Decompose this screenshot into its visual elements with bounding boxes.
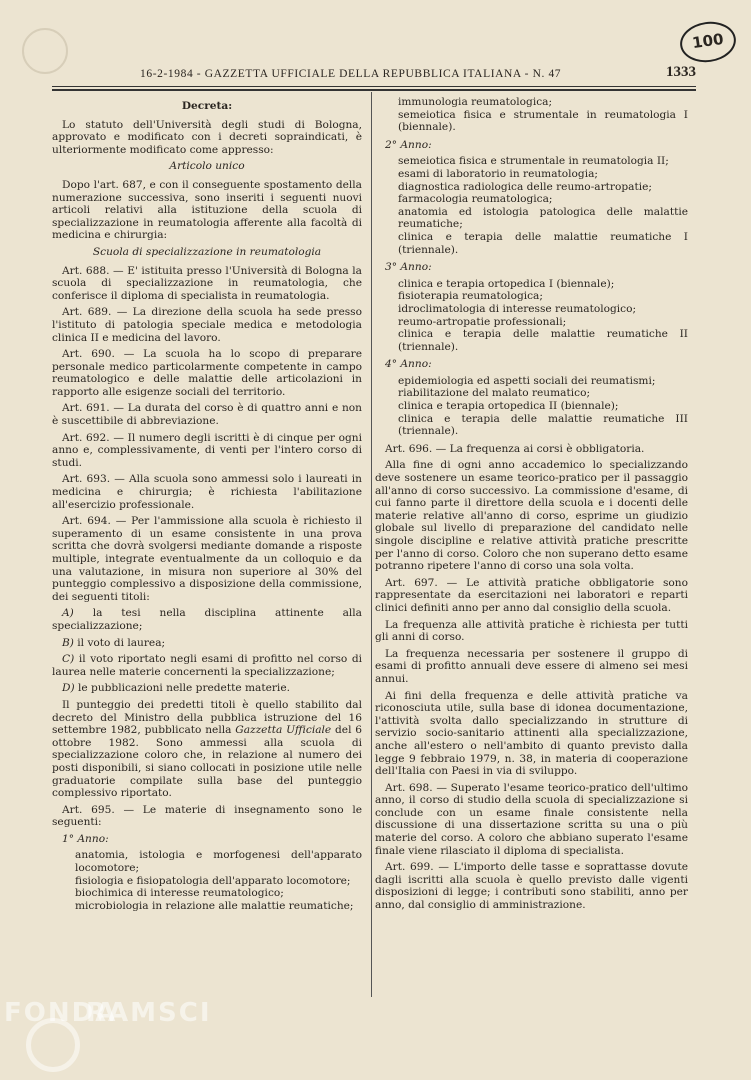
intro-paragraph: Lo statuto dell'Università degli studi di Bologna, approvato e modificato con i decreti sopraindicati, è ulteriormente modificato come appresso: [52,118,362,156]
list-item: anatomia ed istologia patologica delle malattie reumatiche; [398,205,688,231]
handwritten-page-number: 100 [677,18,738,65]
list-item: fisiologia e fisiopatologia dell'apparato locomotore; [75,874,351,887]
list-item: clinica e terapia ortopedica I (biennale); [398,277,615,290]
anno-4-label: 4° Anno: [385,358,432,371]
titolo-d-letter: D) [62,682,75,695]
list-item: farmacologia reumatologica; [398,193,553,206]
list-item: clinica e terapia delle malattie reumatiche II (triennale). [398,328,688,353]
list-item: fisioterapia reumatologica; [398,290,543,303]
list-item: reumo-artropatie professionali; [398,315,567,328]
article-696: Art. 696. — La frequenza ai corsi è obbligatoria. [385,442,645,455]
list-item: biochimica di interesse reumatologico; [75,887,284,900]
right-column [375,96,688,916]
titolo-b [52,637,362,650]
list-item: clinica e terapia delle malattie reumatiche III (triennale). [398,412,688,438]
titolo-b-letter: B) [62,636,74,649]
list-item: riabilitazione del malato reumatico; [398,387,591,400]
punteggio-text-b: del 6 ottobre 1982. Sono ammessi alla scuola di specializzazione coloro che, in relazione al numero dei posti disponibili, si siano collocati in posizione utile nelle graduatorie compilate sulla base del punteggio complessivo riportato. [52,724,363,800]
titolo-c [52,653,362,678]
titolo-c-letter: C) [62,653,75,666]
titolo-a-letter: A) [62,607,74,620]
list-item: microbiologia in relazione alle malattie reumatiche; [75,899,354,912]
list-item: anatomia, istologia e morfogenesi dell'apparato locomotore; [75,849,362,875]
archive-watermark [4,996,234,1066]
list-item: epidemiologia ed aspetti sociali dei reumatismi; [398,374,656,387]
titolo-a [52,607,362,632]
punteggio-text-a: Il punteggio dei predetti titoli è quello stabilito dal decreto del Ministro della pubblica istruzione del 16 settembre 1982, pubblicato nella [52,698,362,737]
article-698: Art. 698. — Superato l'esame teorico-pratico dell'ultimo anno, il corso di studio della scuola di specializzazione si conclude con un esame finale consistente nella discussione di una dissertazione scritta su una o più materie del corso. A coloro che abbiano superato l'esame finale viene rilasciato il diploma di specialista. [375,781,688,857]
titolo-d-text: le pubblicazioni nelle predette materie. [78,682,290,695]
article-697-paragraph-4: Ai fini della frequenza e delle attività pratiche va riconosciuta utile, sulla base di idonea documentazione, l'attività svolta dallo specializzando in strutture di servizio socio-sanitario attinenti alla specializzazione, anche all'estero o nell'ambito di quanto previsto dalla legge 9 febbraio 1979, n. 38, in materia di cooperazione dell'Italia con Paesi in via di sviluppo. [375,689,688,778]
list-item: clinica e terapia delle malattie reumatiche I (triennale). [398,230,688,256]
anno-3-label: 3° Anno: [385,261,432,274]
column-divider [371,92,372,997]
list-item: semeiotica fisica e strumentale in reumatologia II; [398,155,669,168]
list-item: diagnostica radiologica delle reumo-artropatie; [398,180,652,193]
titolo-a-text: la tesi nella disciplina attinente alla specializzazione; [52,607,362,632]
article-697-paragraph-3: La frequenza necessaria per sostenere il gruppo di esami di profitto annuali deve essere di almeno sei mesi annui. [375,647,688,685]
titolo-d [52,682,362,695]
school-heading: Scuola di specializzazione in reumatologia [92,245,322,258]
watermark-text-2: RAMSCI [86,998,212,1028]
article-699: Art. 699. — L'importo delle tasse e soprattasse dovute dagli iscritti alla scuola è quello previsto dalle vigenti disposizioni di legge; i contributi sono stabiliti, anno per anno, dal consiglio di amministrazione. [375,861,688,912]
watermark-text-1: FONDA [4,998,118,1028]
list-item: immunologia reumatologica; [398,96,553,108]
header-text: 16-2-1984 - GAZZETTA UFFICIALE DELLA REPUBBLICA ITALIANA - N. 47 [140,68,562,80]
titolo-b-text: il voto di laurea; [77,636,166,649]
punteggio-journal: Gazzetta Ufficiale [235,724,332,737]
titolo-c-text: il voto riportato negli esami di profitto nel corso di laurea nelle materie concernenti la specializzazione; [52,653,363,678]
article-692: Art. 692. — Il numero degli iscritti è di cinque per ogni anno e, complessivamente, di venti per l'intero corso di studi. [52,431,362,469]
anno-2-label: 2° Anno: [385,138,432,151]
list-item: idroclimatologia di interesse reumatologico; [398,302,637,315]
anno-1-label: 1° Anno: [62,832,109,845]
article-694: Art. 694. — Per l'ammissione alla scuola è richiesto il superamento di un esame consistente in una prova scritta che dovrà svolgersi mediante domande a risposte multiple, integrate eventualmente da un colloquio e da una valutazione, in misura non superiore al 30% del punteggio complessivo a disposizione della commissione, dei seguenti titoli: [52,515,362,603]
article-697: Art. 697. — Le attività pratiche obbligatorie sono rappresentate da esercitazioni nei laboratori e reparti clinici definiti anno per anno dal consiglio della scuola. [375,576,688,614]
article-696-paragraph: Alla fine di ogni anno accademico lo specializzando deve sostenere un esame teorico-pratico per il passaggio all'anno di corso successivo. La commissione d'esame, di cui fanno parte il direttore della scuola e i docenti delle materie relative all'anno di corso, esprime un giudizio globale sul livello di preparazione del candidato nelle singole discipline e relative attività pratiche prescritte per l'anno di corso. Coloro che non superano detto esame potranno ripetere l'anno di corso una sola volta. [375,459,688,573]
decree-title: Decreta: [181,100,233,112]
watermark-logo-icon [26,1018,80,1072]
article-693: Art. 693. — Alla scuola sono ammessi solo i laureati in medicina e chirurgia; è richiesta l'abilitazione all'esercizio professionale. [52,473,362,511]
article-688: Art. 688. — E' istituita presso l'Università di Bologna la scuola di specializzazione in reumatologia, che conferisce il diploma di specialista in reumatologia. [52,264,362,302]
header-rule-thick [52,89,696,91]
punteggio-paragraph [52,699,362,800]
article-689: Art. 689. — La direzione della scuola ha sede presso l'istituto di patologia speciale medica e metodologia clinica II e medicina del lavoro. [52,306,362,344]
article-697-paragraph-2: La frequenza alle attività pratiche è richiesta per tutti gli anni di corso. [375,618,688,644]
article-heading: Articolo unico [169,160,245,173]
article-691: Art. 691. — La durata del corso è di quattro anni e non è suscettibile di abbreviazione. [52,402,362,428]
anno-1-list [52,849,362,912]
list-item: esami di laboratorio in reumatologia; [398,167,598,180]
article-690: Art. 690. — La scuola ha lo scopo di preparare personale medico particolarmente competente in campo reumatologico e delle malattie delle articolazioni in rapporto alle esigenze sociali del territorio. [52,348,362,398]
article-text: Dopo l'art. 687, e con il conseguente spostamento della numerazione successiva, sono inseriti i seguenti nuovi articoli relativi alla istituzione della scuola di specializzazione in reumatologia afferente alla facoltà di medicina e chirurgia: [52,178,362,242]
left-column [52,96,362,912]
article-695: Art. 695. — Le materie di insegnamento sono le seguenti: [52,803,362,829]
list-item: semeiotica fisica e strumentale in reumatologia I (biennale). [398,108,688,134]
running-header [52,64,696,84]
page-number: 1333 [666,64,696,80]
header-rule [52,86,696,87]
list-item: clinica e terapia ortopedica II (biennale); [398,400,619,413]
